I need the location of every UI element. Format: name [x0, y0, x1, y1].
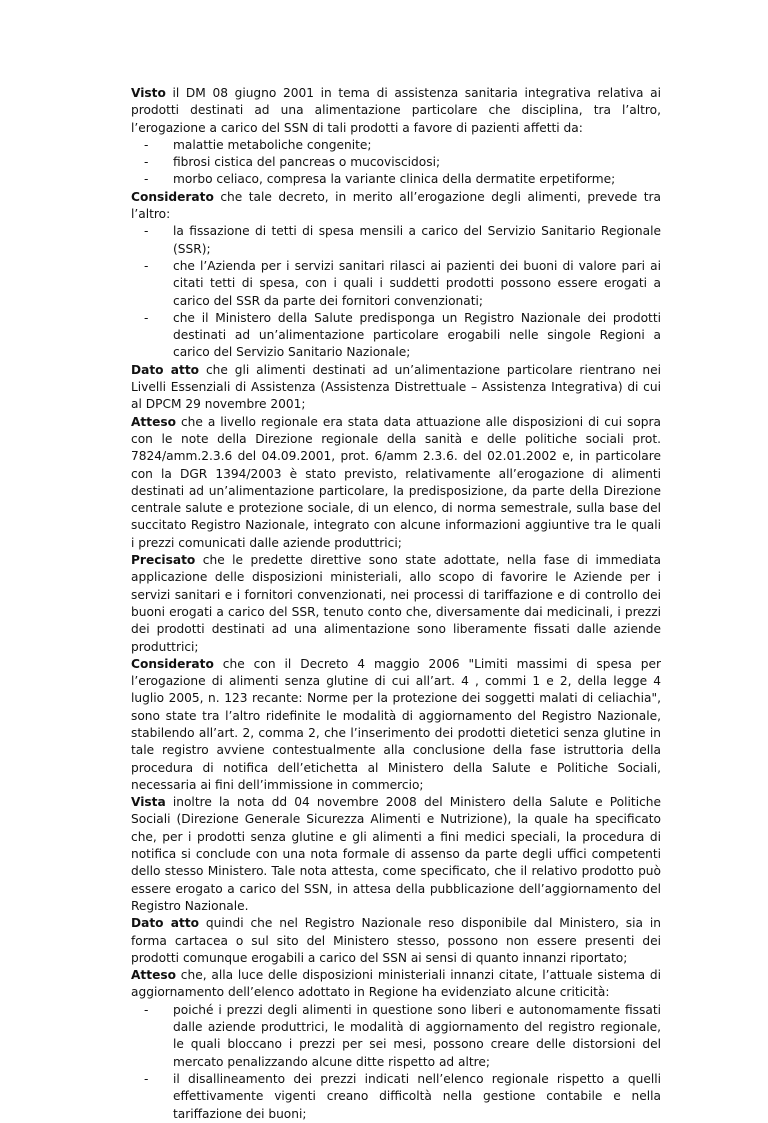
paragraph-lead: Precisato: [131, 553, 196, 568]
paragraph: [131, 967, 661, 1002]
list-item: - malattie metaboliche congenite;: [160, 137, 661, 154]
dash-list: [131, 223, 661, 361]
paragraph: [131, 656, 661, 794]
list-item: - che l’Azienda per i servizi sanitari rilasci ai pazienti dei buoni di valore pari ai citati tetti di spesa, con i quali i suddetti prodotti possono essere erogati a carico del SSR da parte dei fornitori convenzionati;: [160, 258, 661, 310]
paragraph: [131, 552, 661, 656]
paragraph: [131, 414, 661, 552]
list-item: - la fissazione di tetti di spesa mensili a carico del Servizio Sanitario Regionale (SSR);: [160, 223, 661, 258]
paragraph: [131, 189, 661, 224]
paragraph-text: il DM 08 giugno 2001 in tema di assistenza sanitaria integrativa relativa ai prodotti destinati ad una alimentazione particolare che disciplina, tra l’altro, l’erogazione a carico del SSN di tali prodotti a favore di pazienti affetti da:: [131, 86, 661, 135]
paragraph: [131, 362, 661, 414]
paragraph-lead: Dato atto: [131, 916, 200, 931]
paragraph-lead: Atteso: [131, 414, 176, 429]
paragraph-text: che tale decreto, in merito all’erogazione degli alimenti, prevede tra l’altro:: [131, 189, 661, 222]
list-item: - poiché i prezzi degli alimenti in questione sono liberi e autonomamente fissati dalle aziende produttrici, le modalità di aggiornamento del registro regionale, le quali bloccano i prezzi per sei mesi, possono creare delle distorsioni del mercato penalizzando alcune ditte rispetto ad altre;: [160, 1002, 661, 1071]
dash-list: [131, 137, 661, 189]
list-item: - fibrosi cistica del pancreas o mucoviscidosi;: [160, 154, 661, 171]
paragraph-lead: Considerato: [131, 189, 214, 204]
paragraph-text: che, alla luce delle disposizioni ministeriali innanzi citate, l’attuale sistema di aggiornamento dell’elenco adottato in Regione ha evidenziato alcune criticità:: [131, 968, 661, 1000]
dash-list: [131, 1002, 661, 1123]
list-item: - morbo celiaco, compresa la variante clinica della dermatite erpetiforme;: [160, 171, 661, 188]
list-item: - che il Ministero della Salute predisponga un Registro Nazionale dei prodotti destinati ad un’alimentazione particolare erogabili nelle singole Regioni a carico del Servizio Sanitario Nazionale;: [160, 310, 661, 362]
paragraph-text: che le predette direttive sono state adottate, nella fase di immediata applicazione delle disposizioni ministeriali, allo scopo di favorire le Aziende per i servizi sanitari e i fornitori convenzionati, nei processi di tariffazione e di controllo dei buoni erogati a carico del SSR, tenuto conto che, diversamente dai medicinali, i prezzi dei prodotti destinati ad una alimentazione sono liberamente fissati dalle aziende produttrici;: [131, 553, 661, 654]
paragraph-text: che con il Decreto 4 maggio 2006 "Limiti massimi di spesa per l’erogazione di alimenti senza glutine di cui all’art. 4 , commi 1 e 2, della legge 4 luglio 2005, n. 123 recante: Norme per la protezione dei soggetti malati di celiachia", sono state tra l’altro ridefinite le modalità di aggiornamento del Registro Nazionale, stabilendo all’art. 2, comma 2, che l’inserimento dei prodotti dietetici senza glutine in tale registro avviene contestualmente alla conclusione della fase istruttoria della procedura di notifica dell’etichetta al Ministero della Salute e Politiche Sociali, necessaria ai fini dell’immissione in commercio;: [131, 656, 661, 792]
paragraph-text: inoltre la nota dd 04 novembre 2008 del Ministero della Salute e Politiche Sociali (Direzione Generale Sicurezza Alimenti e Nutrizione), la quale ha specificato che, per i prodotti senza glutine e gli alimenti a fini medici speciali, la procedura di notifica si conclude con una nota formale di assenso da parte degli uffici competenti dello stesso Ministero. Tale nota attesta, come specificato, che il relativo prodotto può essere erogato a carico del SSN, in attesa della pubblicazione dell’aggiornamento del Registro Nazionale.: [131, 795, 661, 913]
paragraph-lead: Dato atto: [131, 362, 200, 377]
paragraph-lead: Considerato: [131, 656, 214, 671]
paragraph: [131, 794, 661, 915]
list-item: - il disallineamento dei prezzi indicati nell’elenco regionale rispetto a quelli effettivamente vigenti creano difficoltà nella gestione contabile e nella tariffazione dei buoni;: [160, 1071, 661, 1123]
paragraph: [131, 915, 661, 967]
paragraph-text: quindi che nel Registro Nazionale reso disponibile dal Ministero, sia in forma cartacea o sul sito del Ministero stesso, possono non essere presenti dei prodotti comunque erogabili a carico del SSN ai sensi di quanto innanzi riportato;: [131, 916, 661, 965]
paragraph-lead: Atteso: [131, 968, 176, 983]
paragraph-text: che gli alimenti destinati ad un’alimentazione particolare rientrano nei Livelli Essenziali di Assistenza (Assistenza Distrettuale – Assistenza Integrativa) di cui al DPCM 29 novembre 2001;: [131, 362, 661, 412]
paragraph-text: che a livello regionale era stata data attuazione alle disposizioni di cui sopra con le note della Direzione regionale della sanità e delle politiche sociali prot. 7824/amm.2.3.6 del 04.09.2001, prot. 6/amm 2.3.6. del 02.01.2002 e, in particolare con la DGR 1394/2003 è stato previsto, relativamente all’erogazione di alimenti destinati ad un’alimentazione particolare, la predisposizione, da parte della Direzione centrale salute e protezione sociale, di un elenco, di norma semestrale, sulla base del succitato Registro Nazionale, integrato con alcune informazioni aggiuntive tra le quali i prezzi comunicati dalle aziende produttrici;: [131, 414, 661, 550]
document-body: [131, 85, 661, 1123]
paragraph-lead: Vista: [131, 795, 166, 810]
paragraph: [131, 85, 661, 137]
paragraph-lead: Visto: [131, 86, 166, 100]
